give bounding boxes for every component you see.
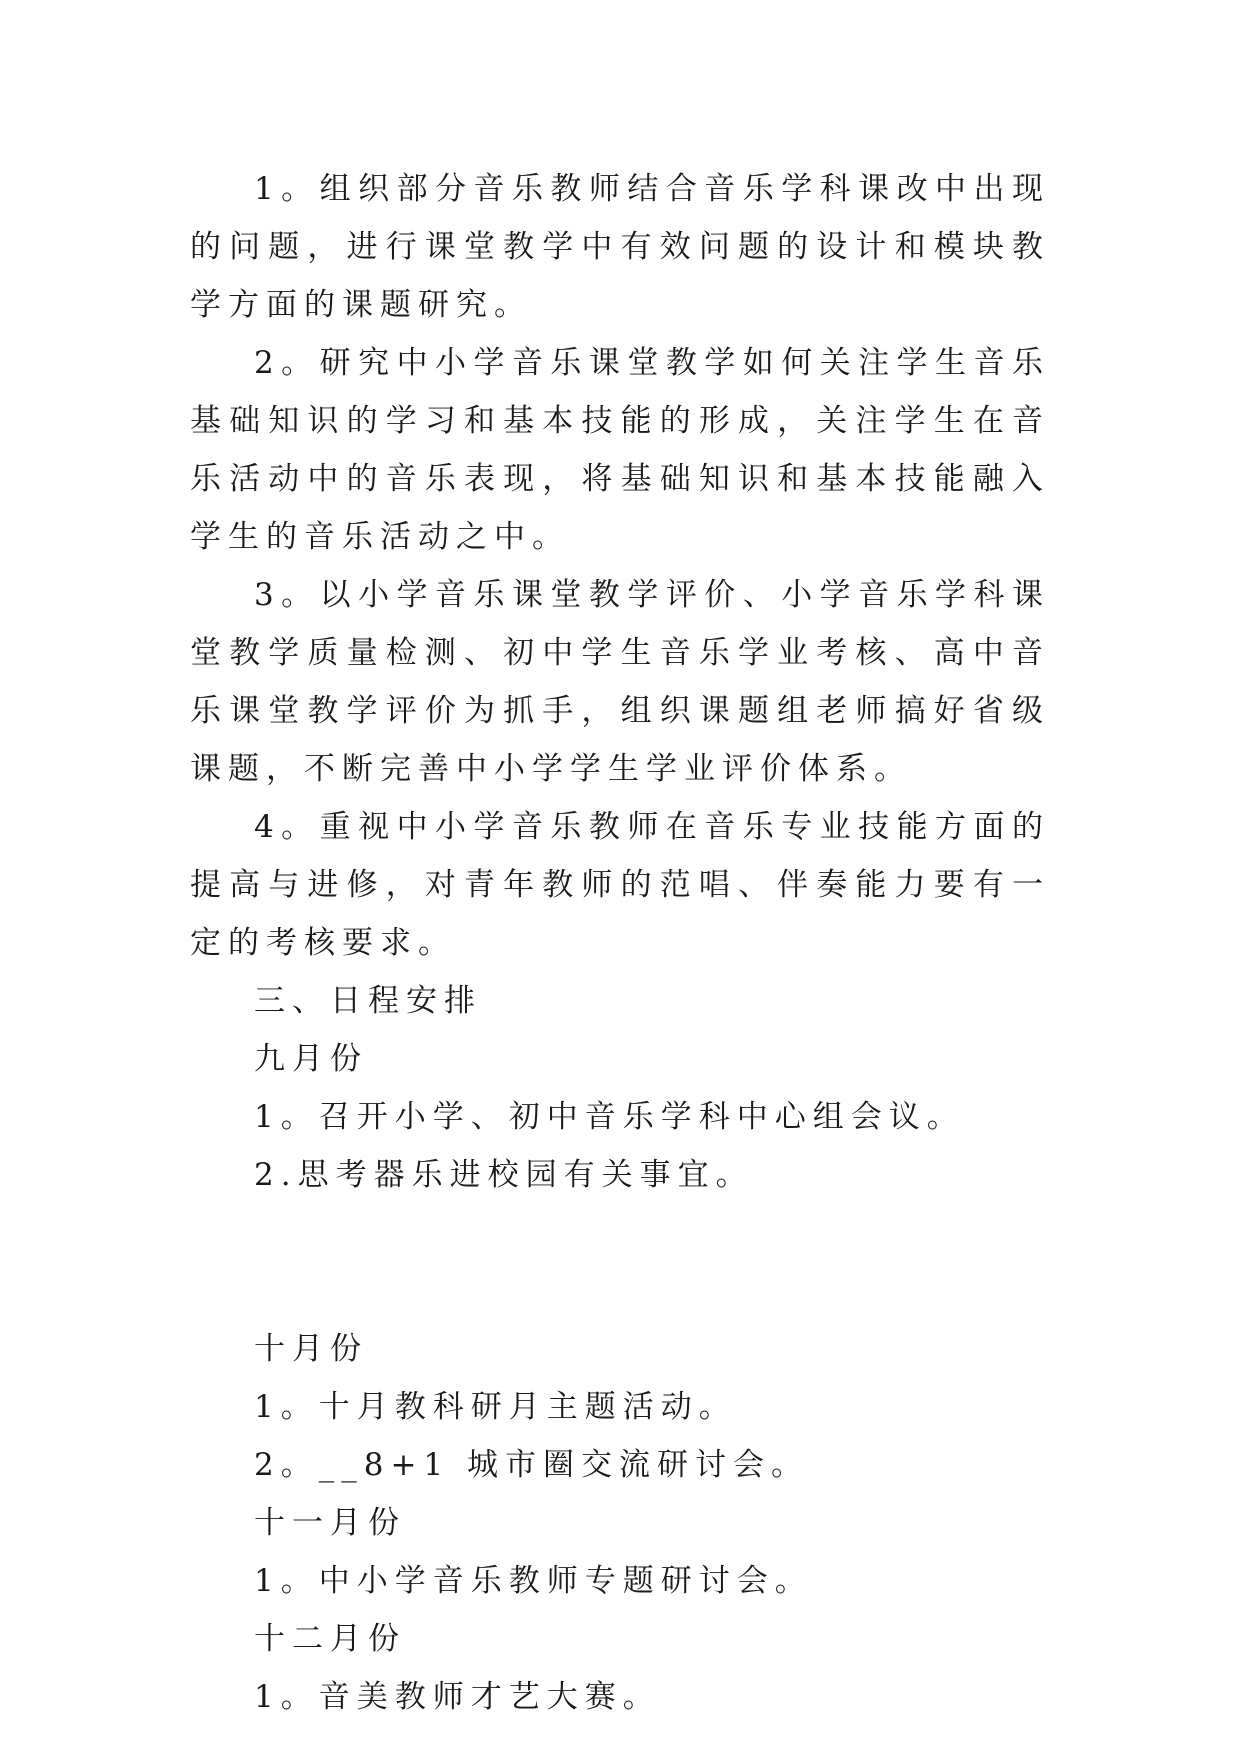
- month-heading-december: 十二月份: [254, 1621, 406, 1657]
- paragraph-item-4: 4。重视中小学音乐教师在音乐专业技能方面的提高与进修，对青年教师的范唱、伴奏能力要有一定的考核要求。: [190, 809, 1050, 961]
- section-heading-schedule: 三、日程安排: [254, 983, 482, 1019]
- october-item-2: 2。__8+1 城市圈交流研讨会。: [254, 1447, 809, 1483]
- september-item-2: 2.思考器乐进校园有关事宜。: [254, 1157, 754, 1193]
- month-heading-november: 十一月份: [254, 1505, 406, 1541]
- paragraph-item-1: 1。组织部分音乐教师结合音乐学科课改中出现的问题，进行课堂教学中有效问题的设计和模块教学方面的课题研究。: [190, 171, 1050, 323]
- paragraph-item-3: 3。以小学音乐课堂教学评价、小学音乐学科课堂教学质量检测、初中学生音乐学业考核、高中音乐课堂教学评价为抓手，组织课题组老师搞好省级课题，不断完善中小学学生学业评价体系。: [190, 577, 1050, 787]
- document-body: [190, 160, 1050, 1726]
- month-heading-october: 十月份: [254, 1331, 368, 1367]
- month-heading-september: 九月份: [254, 1041, 368, 1077]
- december-item-1: 1。音美教师才艺大赛。: [254, 1679, 661, 1715]
- november-item-1: 1。中小学音乐教师专题研讨会。: [254, 1563, 813, 1599]
- blank-spacer: [190, 1204, 1050, 1320]
- paragraph-item-2: 2。研究中小学音乐课堂教学如何关注学生音乐基础知识的学习和基本技能的形成，关注学生在音乐活动中的音乐表现，将基础知识和基本技能融入学生的音乐活动之中。: [190, 345, 1050, 555]
- september-item-1: 1。召开小学、初中音乐学科中心组会议。: [254, 1099, 965, 1135]
- october-item-1: 1。十月教科研月主题活动。: [254, 1389, 737, 1425]
